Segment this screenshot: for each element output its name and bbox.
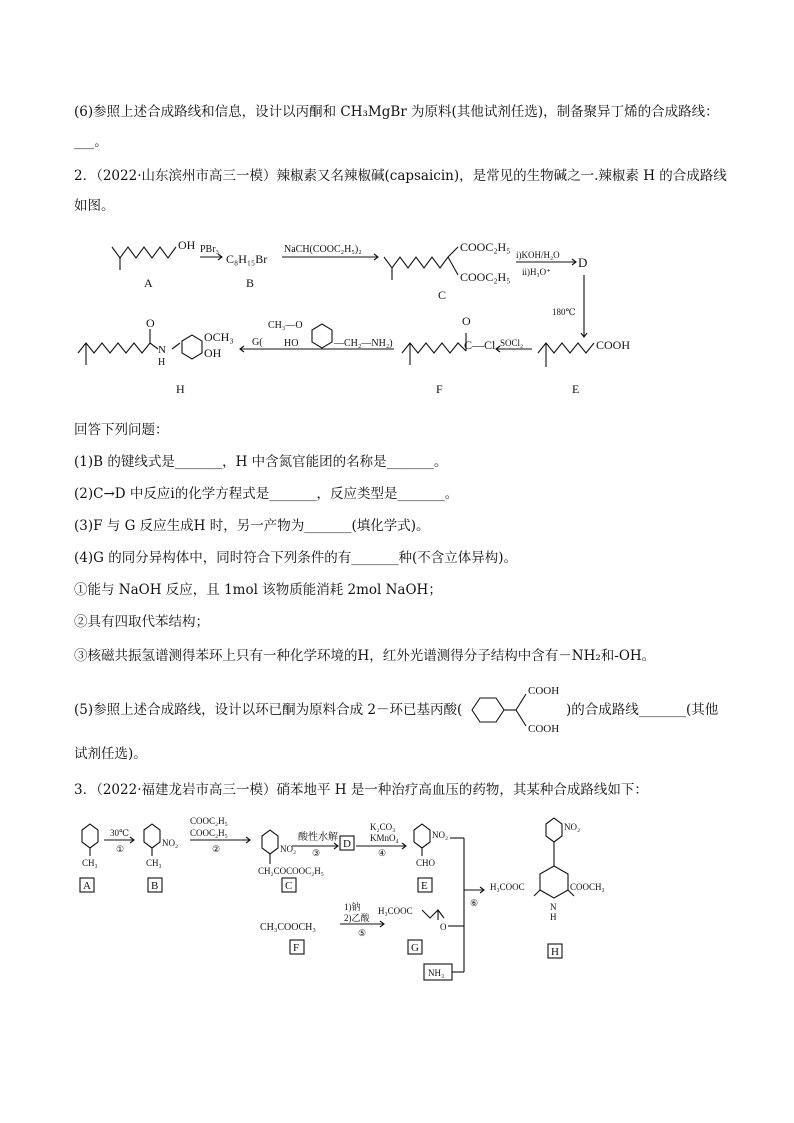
h-oh: OH: [204, 346, 222, 360]
label-B3: B: [151, 880, 159, 892]
e-no2: NO₂: [432, 830, 449, 840]
g-label: G(: [252, 337, 263, 348]
h-no2: NO₂: [564, 822, 581, 832]
e-cooh: COOH: [596, 338, 631, 352]
b-no2: NO₂: [162, 838, 179, 848]
reagent-socl2: SOCl₂: [500, 338, 524, 348]
reagent-pbr3: PBr₃: [200, 244, 220, 255]
p2-title-line2: 如图。: [74, 198, 115, 214]
a-ch3: CH₃: [82, 858, 98, 868]
g-formula: H₃COOC: [378, 906, 413, 916]
step1-cond: 30℃: [110, 828, 130, 838]
step5-acid: 2)乙酸: [344, 913, 370, 923]
answer-intro: 回答下列问题：: [74, 422, 169, 438]
capsaicin-scheme: [72, 225, 652, 405]
cyclohexyl-propanoic-acid: [468, 680, 568, 740]
step1: ①: [116, 844, 125, 854]
c-substituent: CH₂COCOOC₂H₅: [258, 866, 324, 876]
question-3: (3)F 与 G 反应生成H 时，另一产物为_______(填化学式)。: [74, 518, 430, 534]
oh-label: OH: [178, 238, 196, 252]
step2: ②: [212, 844, 221, 854]
temp-180: 180℃: [552, 307, 576, 317]
label-E: E: [572, 382, 580, 396]
step4: ④: [378, 848, 387, 858]
h-ester-right: COOCH₃: [570, 882, 605, 892]
f-acyl-cl: C—Cl: [464, 338, 496, 352]
e-cho: CHO: [416, 858, 436, 868]
h-nh: H: [158, 357, 166, 368]
c-ester-bottom: COOC₂H₅: [460, 270, 511, 284]
g-ch2nh2: —CH₂—NH₂): [334, 338, 393, 349]
h-oxygen: O: [146, 316, 155, 330]
p2-title-line1: 2．（2022·山东滨州市高三一模）辣椒素又名辣椒碱(capsaicin)，是常见的生物碱之一.辣椒素 H 的合成路线: [74, 168, 727, 184]
label-F3: F: [293, 942, 300, 954]
h-ester-left: H₃COOC: [490, 882, 525, 892]
label-D: D: [578, 255, 588, 270]
step6: ⑥: [470, 898, 479, 908]
question-2: (2)C→D 中反应ⅰ的化学方程式是_______，反应类型是_______。: [74, 486, 459, 502]
step4-kmno4: KMnO₄: [370, 833, 399, 843]
f-formula: CH₃COOCH₃: [260, 922, 316, 933]
g-oxygen: O: [440, 922, 447, 932]
h-nitrogen: N: [158, 344, 166, 356]
c-ester-top: COOC₂H₅: [460, 240, 511, 254]
step5: ⑤: [358, 928, 367, 938]
q6-line1: (6)参照上述合成路线和信息，设计以丙酮和 CH₃MgBr 为原料(其他试剂任选)，制备聚异丁烯的合成路线：: [74, 104, 719, 120]
step4-k2co3: K₂CO₃: [370, 822, 396, 832]
step3-cond: 酸性水解: [298, 832, 338, 843]
label-C3: C: [285, 880, 293, 892]
g-ho: HO: [284, 338, 299, 349]
condition-3: ③核磁共振氢谱测得苯环上只有一种化学环境的H，红外光谱测得分子结构中含有－NH₂和-OH。: [74, 648, 656, 664]
h-och3: OCH₃: [204, 330, 234, 344]
p3-title: 3．（2022·福建龙岩市高三一模）硝苯地平 H 是一种治疗高血压的药物，其某种合成路线如下：: [74, 782, 648, 798]
h-hydrogen: H: [550, 912, 557, 922]
g-methoxy: CH₃—O: [268, 320, 303, 331]
nifedipine-scheme: [72, 810, 672, 990]
question-1: (1)B 的键线式是_______，H 中含氮官能团的名称是_______。: [74, 454, 448, 470]
question-5-pre: (5)参照上述合成路线，设计以环已酮为原料合成 2－环已基丙酸(: [74, 702, 463, 718]
f-oxygen: O: [462, 314, 471, 328]
label-A: A: [144, 276, 153, 290]
label-H3: H: [551, 946, 559, 958]
step2-ester1: COOC₂H₅: [190, 816, 228, 826]
q6-line2: ___。: [74, 134, 108, 150]
c-no2: NO₂: [280, 844, 297, 854]
reagent-nach: NaCH(COOC₂H₅)₂: [284, 244, 362, 255]
step5-na: 1)钠: [344, 902, 361, 912]
question-4: (4)G 的同分异构体中，同时符合下列条件的有_______种(不含立体异构)。: [74, 550, 517, 566]
label-H: H: [176, 382, 185, 396]
label-D3: D: [343, 838, 351, 850]
question-5-post: )的合成路线_______(其他: [566, 702, 719, 718]
reagent-h3o: ii)H₃O⁺: [522, 267, 551, 277]
cooh-bottom: COOH: [528, 723, 560, 735]
condition-2: ②具有四取代苯结构；: [74, 614, 209, 630]
label-E3: E: [421, 880, 428, 892]
question-5-line2: 试剂任选)。: [74, 746, 147, 762]
h-nitrogen3: N: [550, 902, 557, 912]
step3: ③: [312, 848, 321, 858]
b-ch3: CH₃: [146, 858, 162, 868]
step2-ester2: COOC₂H₅: [190, 828, 228, 838]
nh3: NH₃: [428, 968, 445, 978]
b-formula: C₈H₁₅Br: [226, 252, 268, 266]
label-A3: A: [83, 880, 91, 892]
label-F: F: [436, 382, 443, 396]
label-G3: G: [411, 942, 419, 954]
condition-1: ①能与 NaOH 反应，且 1mol 该物质能消耗 2mol NaOH；: [74, 582, 442, 598]
label-C: C: [438, 288, 447, 302]
label-B: B: [246, 276, 255, 290]
reagent-koh: i)KOH/H₂O: [516, 250, 560, 260]
cooh-top: COOH: [528, 685, 560, 697]
